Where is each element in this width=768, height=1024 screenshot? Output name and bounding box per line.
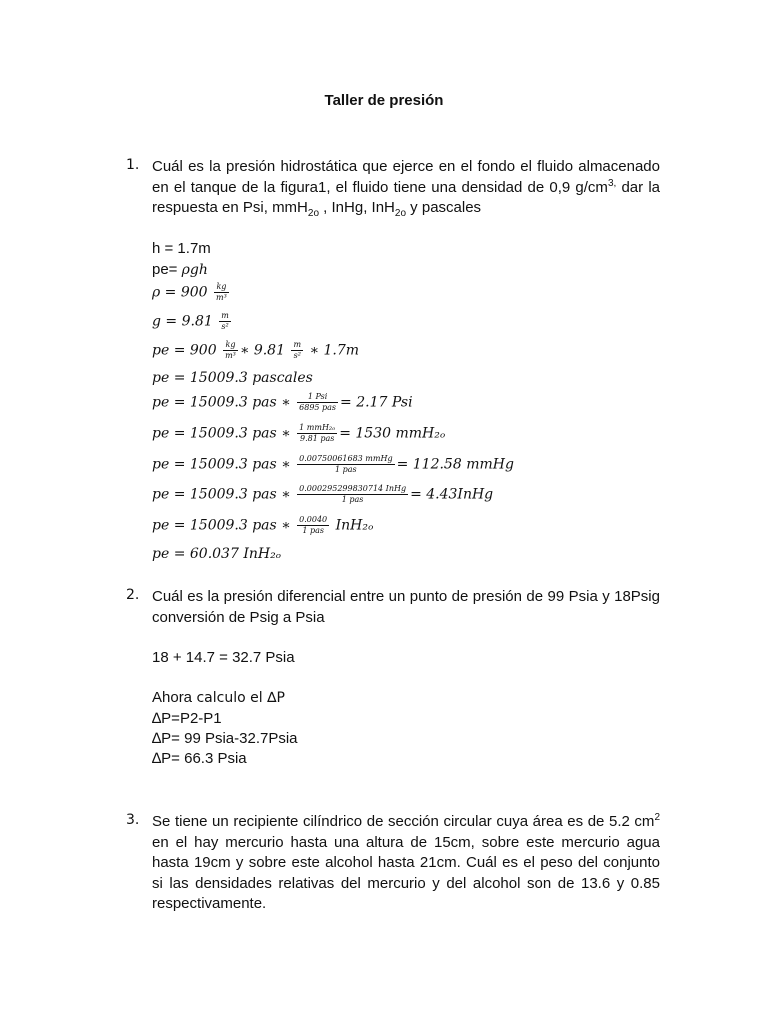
- delta-p-line-2: ∆P= 99 Psia-32.7Psia: [152, 730, 298, 747]
- delta-p-line-3: ∆P= 66.3 Psia: [152, 750, 247, 767]
- page-title: Taller de presión: [324, 92, 444, 109]
- question-number: 2.: [126, 587, 140, 603]
- question-text: Cuál es la presión diferencial entre un punto de presión de 99 Psia y 18Psig conversión de Psig a Psia: [152, 588, 660, 626]
- ahora-line: Ahora calculo el ∆P: [152, 689, 285, 706]
- calc-line-1: pe = 900 $\frac{kg}{\text{m³}}$ ∗ 9.81 $\frac{m}{\text{s²}}$ ∗ 1.7m: [152, 340, 360, 360]
- calc-line-6: pe = 15009.3 pas ∗ $\frac{\text{0.000295299830714 InHg}}{\text{1 pas}}$ = 4.43InHg: [152, 484, 494, 504]
- calc-line-7: pe = 15009.3 pas ∗ $\frac{0.0040}{\text{1 pas}}$ InH₂ₒ: [152, 515, 374, 535]
- calc-line-8: pe = 60.037 InH₂ₒ: [152, 546, 282, 562]
- psig-conversion: 18 + 14.7 = 32.7 Psia: [152, 649, 295, 666]
- density-value: ρ = 900 $\frac{kg}{\text{m³}}$: [152, 282, 227, 302]
- calc-line-5: pe = 15009.3 pas ∗ $\frac{\text{0.00750061683 mmHg}}{\text{1 pas}}$ = 112.58 mmHg: [152, 454, 514, 474]
- question-text: Cuál es la presión hidrostática que ejerce en el fondo el fluido almacenado en el tanque de la figura1, el fluido tiene una densidad de 0,9 $g/cm^{3,}$ dar la respuesta en Psi, mmH$_{2o}$ , InHg, InH$_{2o}$ y pascales: [152, 158, 660, 219]
- pressure-formula: pe= ρgh: [152, 261, 208, 278]
- calc-line-2: pe = 15009.3 pascales: [152, 370, 313, 386]
- delta-p-line-1: ∆P=P2-P1: [152, 710, 222, 727]
- question-number: 3.: [126, 812, 140, 828]
- gravity-value: g = 9.81 $\frac{m}{\text{s²}}$: [152, 311, 229, 331]
- given-height: h = 1.7m: [152, 240, 211, 257]
- question-number: 1.: [126, 157, 140, 173]
- question-text: Se tiene un recipiente cilíndrico de sección circular cuya área es de 5.2 $cm^2$ en el hay mercurio hasta una altura de 15cm, sobre este mercurio agua hasta 19cm y sobre este alcohol hasta 21cm. Cuál es el peso del conjunto si las densidades relativas del mercurio y del alcohol son de 13.6 y 0.85 respectivamente.: [152, 812, 660, 912]
- calc-line-3: pe = 15009.3 pas ∗ $\frac{\text{1 Psi}}{\text{6895 pas}}$ = 2.17 Psi: [152, 392, 413, 412]
- calc-line-4: pe = 15009.3 pas ∗ $\frac{\text{1 mmH₂ₒ}}{\text{9.81 pas}}$ = 1530 mmH₂ₒ: [152, 423, 446, 443]
